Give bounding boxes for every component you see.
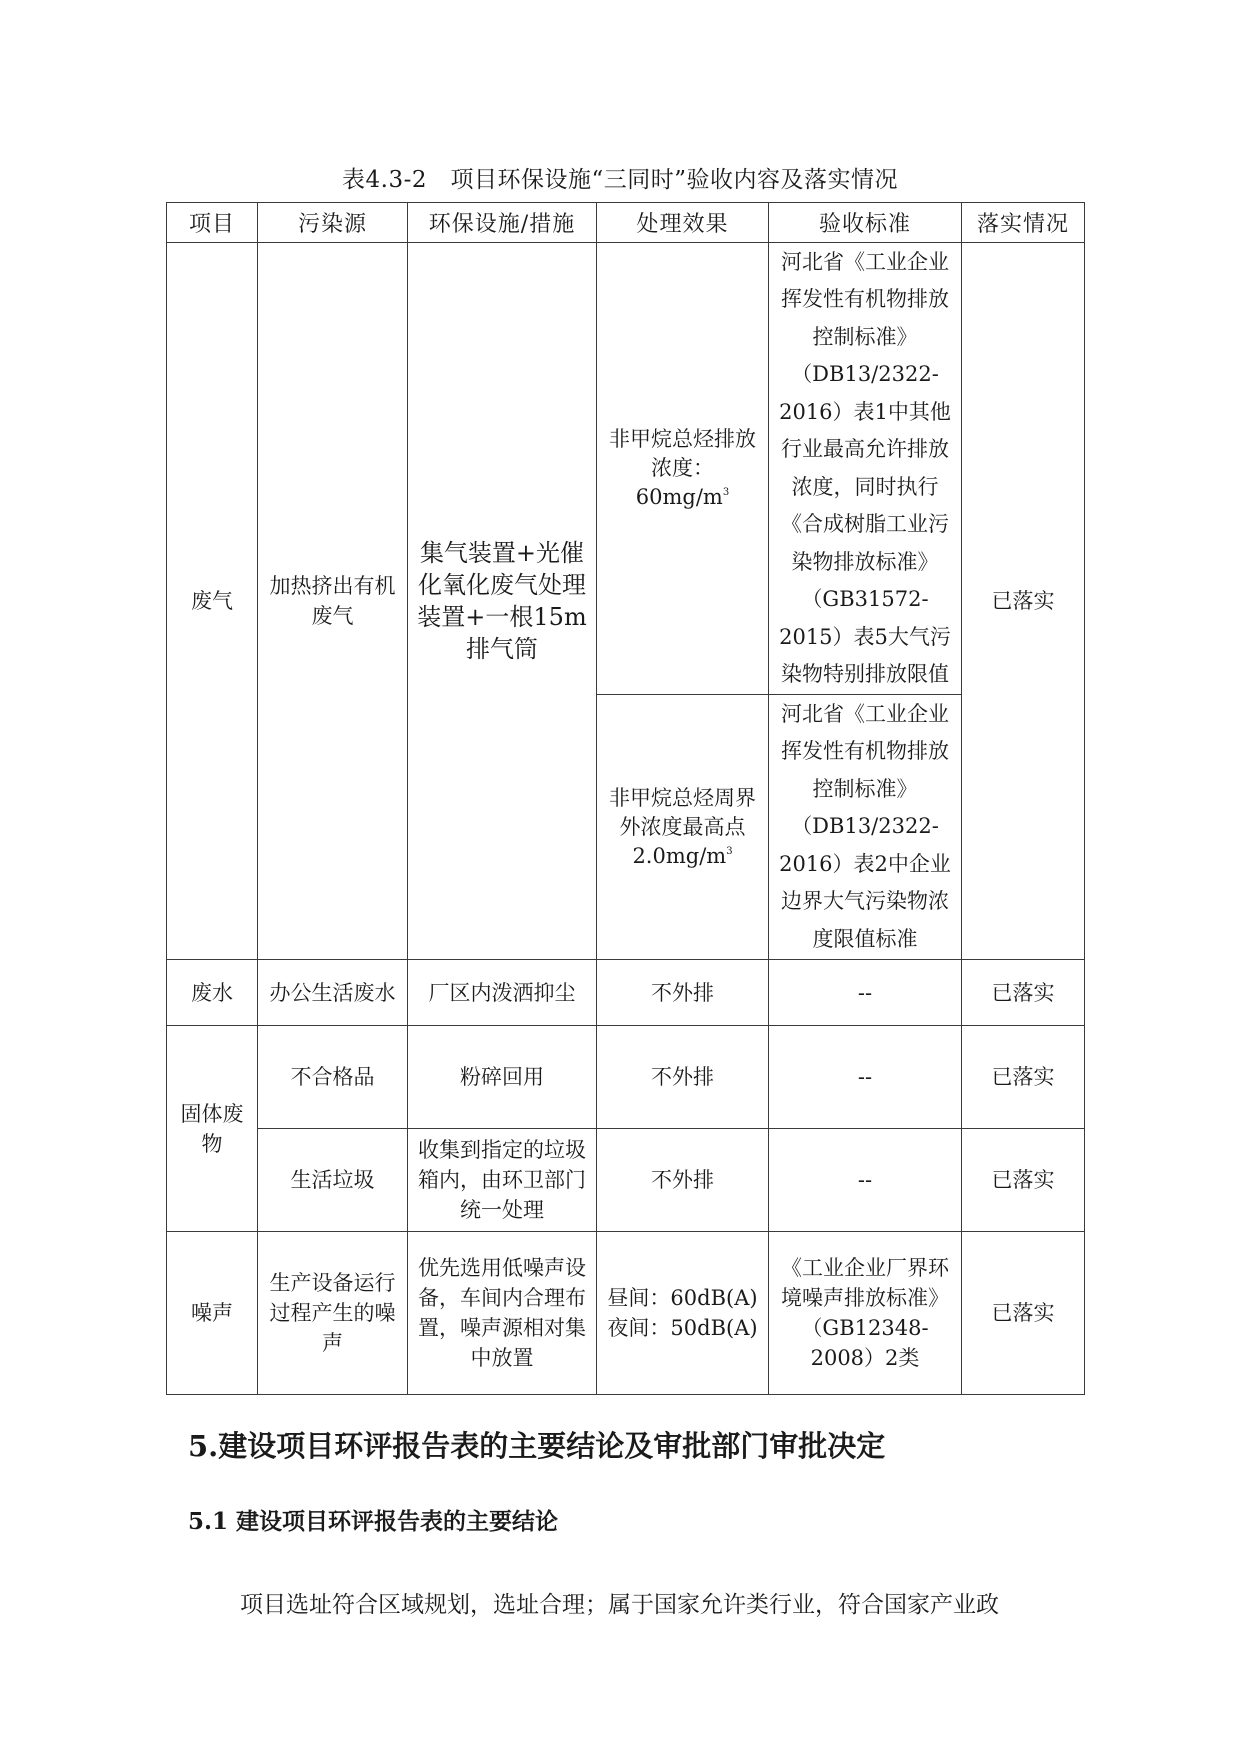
body-paragraph: 项目选址符合区域规划，选址合理；属于国家允许类行业，符合国家产业政	[240, 1592, 999, 1618]
air-effect-1-text: 非甲烷总烃排放浓度：	[609, 427, 756, 480]
solid-effect-2: 不外排	[597, 1129, 769, 1232]
noise-source: 生产设备运行过程产生的噪声	[258, 1232, 408, 1395]
header-standard: 验收标准	[769, 203, 962, 243]
solid-category: 固体废物	[167, 1026, 258, 1232]
table-row-air-1	[167, 243, 1085, 695]
air-effect-1-value: 60mg/m	[635, 485, 723, 509]
solid-status-1: 已落实	[962, 1026, 1085, 1129]
noise-effect-day: 昼间：60dB(A)	[607, 1286, 758, 1310]
air-measure: 集气装置+光催化氧化废气处理装置+一根15m 排气筒	[408, 243, 597, 960]
header-category: 项目	[167, 203, 258, 243]
header-source: 污染源	[258, 203, 408, 243]
noise-effect	[597, 1232, 769, 1395]
solid-status-2: 已落实	[962, 1129, 1085, 1232]
air-standard-2: 河北省《工业企业挥发性有机物排放控制标准》（DB13/2322-2016）表2中企业边界大气污染物浓度限值标准	[769, 695, 962, 960]
table-row-solid-2	[167, 1129, 1085, 1232]
water-measure: 厂区内泼洒抑尘	[408, 960, 597, 1026]
water-status: 已落实	[962, 960, 1085, 1026]
air-effect-1	[597, 243, 769, 695]
water-effect: 不外排	[597, 960, 769, 1026]
solid-standard-1: --	[769, 1026, 962, 1129]
subsection-title: 5.1 建设项目环评报告表的主要结论	[188, 1508, 559, 1535]
air-effect-2	[597, 695, 769, 960]
header-status: 落实情况	[962, 203, 1085, 243]
noise-standard: 《工业企业厂界环境噪声排放标准》（GB12348-2008）2类	[769, 1232, 962, 1395]
solid-measure-2: 收集到指定的垃圾箱内，由环卫部门统一处理	[408, 1129, 597, 1232]
air-source: 加热挤出有机废气	[258, 243, 408, 960]
air-standard-1: 河北省《工业企业挥发性有机物排放控制标准》（DB13/2322-2016）表1中其他行业最高允许排放浓度，同时执行《合成树脂工业污染物排放标准》（GB31572-2015）表5大气污染物特别排放限值	[769, 243, 962, 695]
solid-source-2: 生活垃圾	[258, 1129, 408, 1232]
table-caption: 表4.3-2 项目环保设施“三同时”验收内容及落实情况	[342, 167, 898, 193]
water-source: 办公生活废水	[258, 960, 408, 1026]
solid-source-1: 不合格品	[258, 1026, 408, 1129]
air-effect-2-value: 2.0mg/m	[632, 843, 727, 868]
air-effect-2-text: 非甲烷总烃周界外浓度最高点	[609, 785, 756, 839]
noise-measure: 优先选用低噪声设备，车间内合理布置，噪声源相对集中放置	[408, 1232, 597, 1395]
table-row-solid-1	[167, 1026, 1085, 1129]
air-effect-2-sup: 3	[726, 845, 733, 857]
water-category: 废水	[167, 960, 258, 1026]
solid-effect-1: 不外排	[597, 1026, 769, 1129]
water-standard: --	[769, 960, 962, 1026]
table-row-water	[167, 960, 1085, 1026]
air-category: 废气	[167, 243, 258, 960]
acceptance-table	[166, 202, 1085, 1395]
header-measure: 环保设施/措施	[408, 203, 597, 243]
noise-status: 已落实	[962, 1232, 1085, 1395]
noise-category: 噪声	[167, 1232, 258, 1395]
header-effect: 处理效果	[597, 203, 769, 243]
noise-effect-night: 夜间：50dB(A)	[607, 1316, 758, 1340]
table-row-noise	[167, 1232, 1085, 1395]
table-header-row	[167, 203, 1085, 243]
air-effect-1-sup: 3	[722, 487, 730, 498]
solid-measure-1: 粉碎回用	[408, 1026, 597, 1129]
air-status: 已落实	[962, 243, 1085, 960]
solid-standard-2: --	[769, 1129, 962, 1232]
section-title: 5.建设项目环评报告表的主要结论及审批部门审批决定	[188, 1429, 886, 1463]
